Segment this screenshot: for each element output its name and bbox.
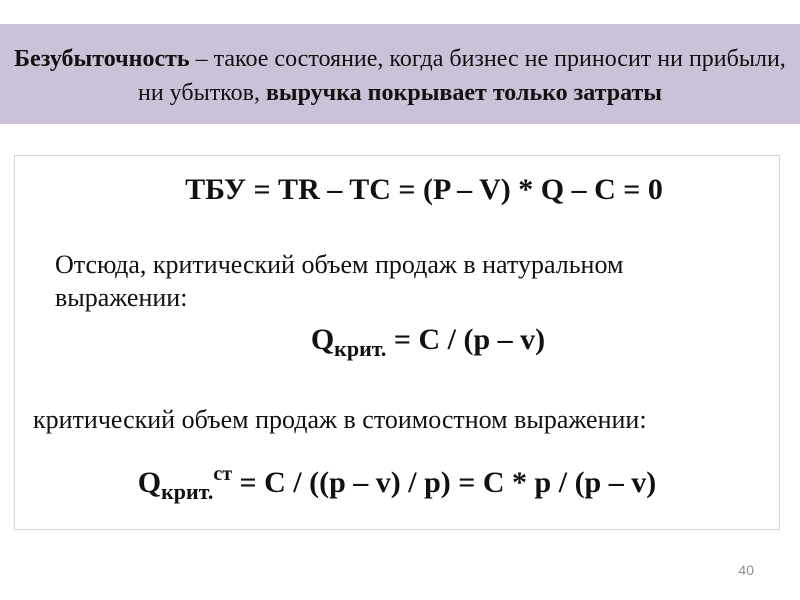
value-volume-formula [15,452,779,514]
value-formula-rhs: = C / ((p – v) / p) = C * p / (p – v) [232,466,657,499]
definition-banner [0,24,800,124]
break-even-formula-text: ТБУ = TR – TC = (P – V) * Q – C = 0 [185,173,663,206]
page-number: 40 [738,562,754,578]
break-even-formula [15,168,779,212]
natural-formula-subscript: крит. [334,336,387,361]
formula-box [14,155,780,530]
natural-volume-intro: Отсюда, критический объем продаж в натуральном выражении: [55,250,624,312]
natural-volume-formula [15,320,779,369]
value-formula-base: Q [137,466,162,499]
definition-text: – такое состояние, когда бизнес не приносит ни прибыли, ни убытков, [137,46,786,106]
natural-formula-rhs: = C / (p – v) [386,323,546,356]
definition-term: Безубыточность [14,46,190,72]
value-formula-superscript: ст [213,463,233,485]
value-volume-intro: критический объем продаж в стоимостном выражении: [33,405,647,434]
value-formula-subscript: крит. [161,479,214,504]
definition-emphasis: выручка покрывает только затраты [265,80,663,106]
natural-formula-base: Q [310,323,335,356]
